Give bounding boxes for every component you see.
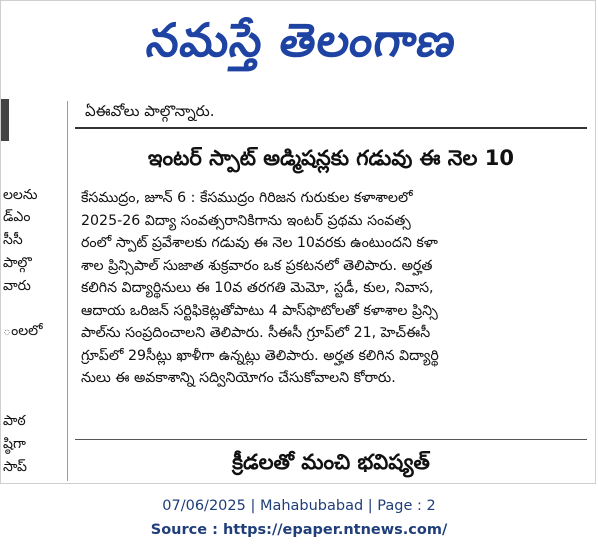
article-line: కలిగిన విద్యార్థినులు ఈ 10వ తరగతి మెమో, స్టడీ, కుల, నివాస,: [81, 280, 434, 296]
masthead-logo: నమస్తే తెలంగాణ: [143, 13, 461, 67]
article-line: నులు ఈ అవకాశాన్ని సద్వినియోగం చేసుకోవాలని కోరారు.: [81, 370, 396, 386]
previous-article-end: ఏఈవోలు పాల్గొన్నారు.: [85, 102, 215, 120]
left-column-cutoff: [1, 177, 61, 477]
article-line: ఆదాయ ఒరిజన్ సర్టిఫికెట్లతోపాటు 4 పాస్‌ఫొటోలతో కళాశాల ప్రిన్సి: [81, 302, 438, 319]
article-body: [81, 187, 589, 390]
article-line: 2025-26 విద్యా సంవత్సరానికిగాను ఇంటర్ ప్రథమ సంవత్స: [81, 212, 411, 229]
column-marker: [1, 99, 9, 141]
left-fragment: లలను: [3, 187, 38, 203]
source-link[interactable]: Source : https://epaper.ntnews.com/: [150, 522, 448, 538]
headline-rule: [75, 127, 587, 129]
column-divider: [67, 101, 68, 481]
section-rule: [75, 439, 587, 440]
article-line: కేసముద్రం, జూన్ 6 : కేసముద్రం గిరిజన గురుకుల కళాశాలలో: [81, 190, 413, 206]
left-fragment: ంలలో: [3, 323, 43, 339]
left-fragment: ష్ఠిగా: [3, 436, 26, 452]
article-line: పాల్‌ను సంప్రదించాలని తెలిపారు. సీఈసీ గ్రూప్‌లో 21, హెచ్‌ఈసీ: [81, 325, 431, 341]
left-fragment: పాఠ: [3, 413, 26, 429]
article-line: రంలో స్పాట్ ప్రవేశాలకు గడువు ఈ నెల 10వరకు ఉంటుందని కళా: [81, 235, 438, 251]
left-fragment: పాల్గొ: [3, 255, 32, 271]
source-footer: [0, 494, 598, 542]
left-fragment: డ్‌ఎం: [3, 209, 31, 225]
article-headline: ఇంటర్ స్పాట్ అడ్మిషన్లకు గడువు ఈ నెల 10: [148, 146, 514, 170]
article-line: గ్రూప్‌లో 29సీట్లు ఖాళీగా ఉన్నట్లు తెలిపారు. అర్హత కలిగిన విద్యార్థి: [81, 347, 439, 364]
left-fragment: వారు: [3, 278, 31, 294]
next-article-headline: క్రీడలతో మంచి భవిష్యత్: [232, 450, 430, 474]
left-fragment: సాప్: [3, 459, 27, 475]
edition-info: 07/06/2025 | Mahabubabad | Page : 2: [162, 498, 436, 514]
left-fragment: సీసీ: [3, 232, 23, 248]
article-line: శాల ప్రిన్సిపాల్ సుజాత శుక్రవారం ఒక ప్రకటనలో తెలిపారు. అర్హత: [81, 257, 433, 274]
